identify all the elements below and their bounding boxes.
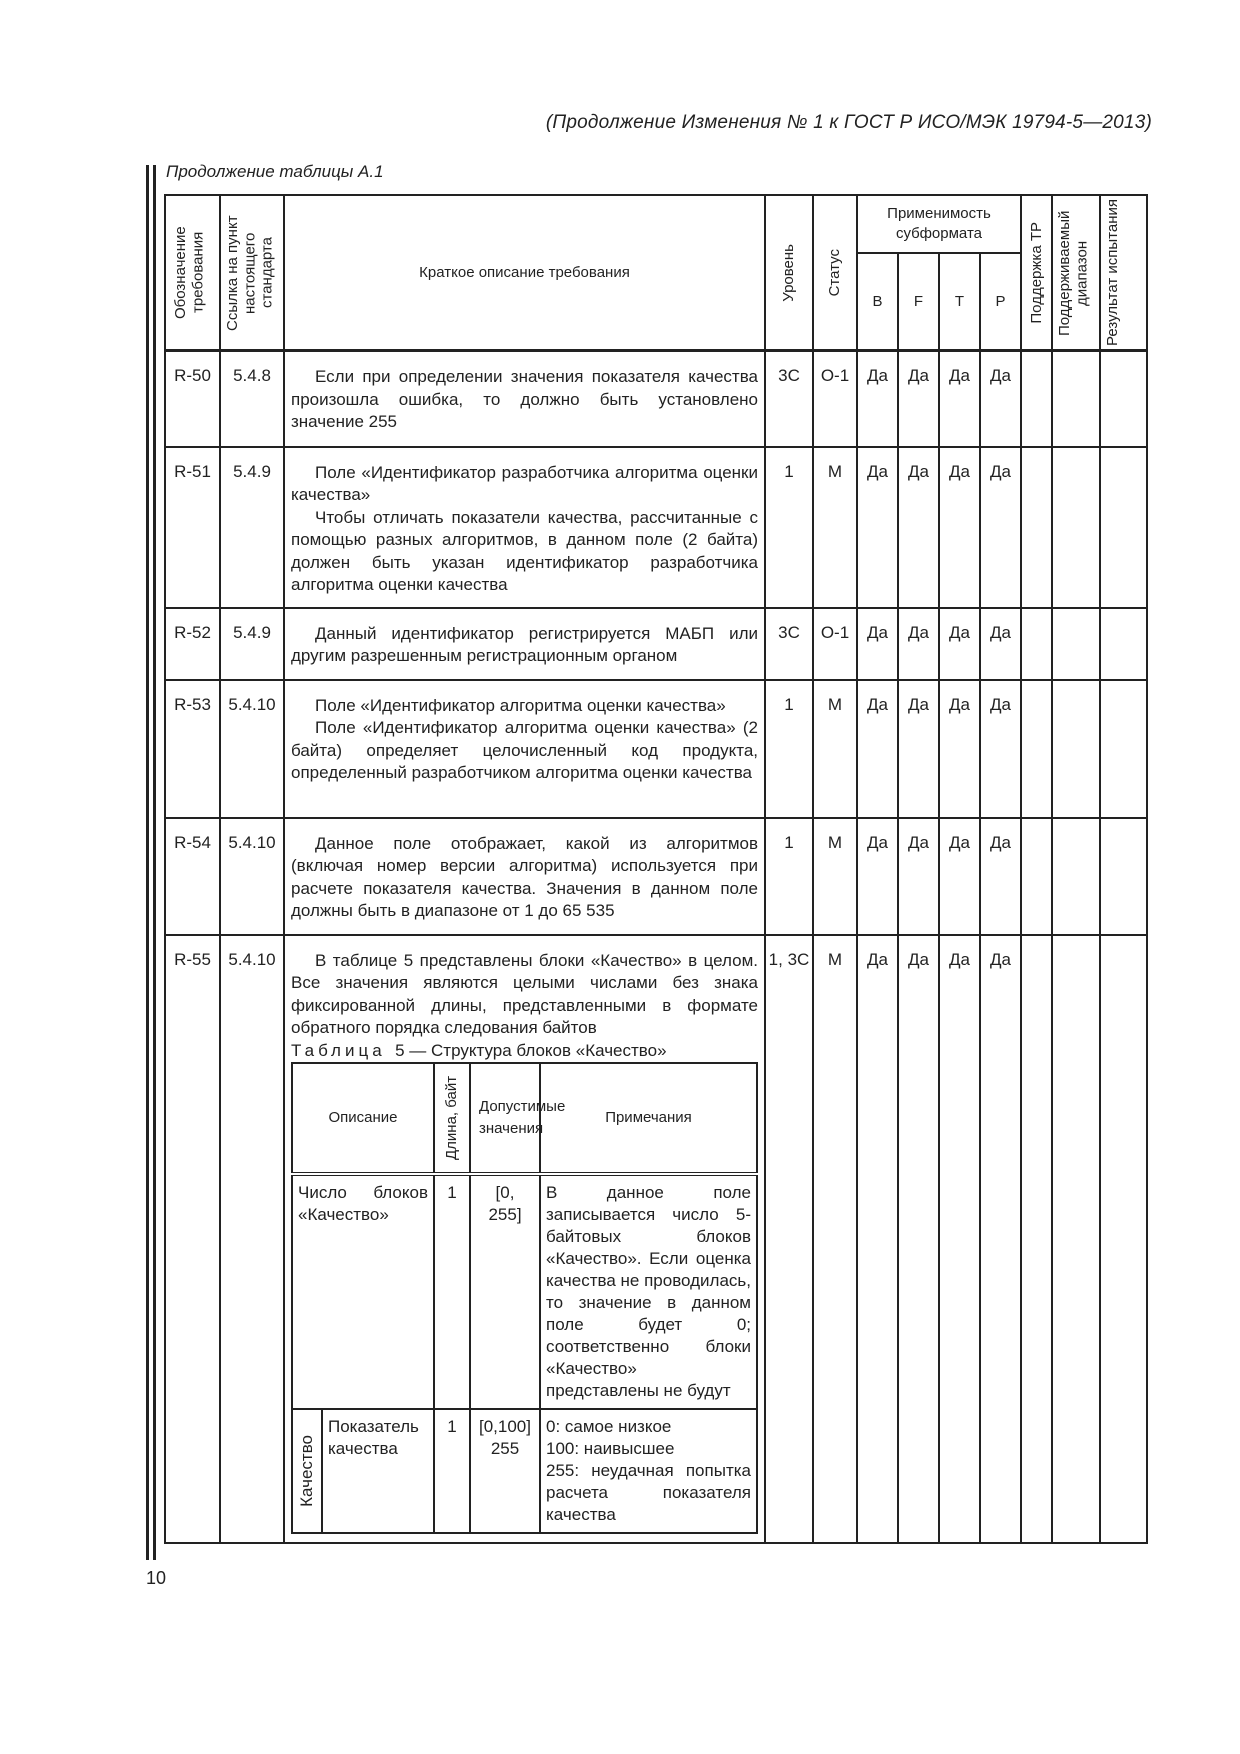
sub-notes: 0: самое низкое 100: наивысшее 255: неудачная попытка расчета показателя качества	[540, 1409, 757, 1533]
test-result-cell	[1100, 680, 1147, 818]
req-desc: Поле «Идентификатор алгоритма оценки качества» Поле «Идентификатор алгоритма оценки качества» (2 байта) определяет целочисленный код продукта, определенный разработчиком алгоритма оценки качества	[284, 680, 765, 818]
req-ref: 5.4.9	[220, 608, 284, 680]
subtable-row	[292, 1409, 757, 1533]
req-ref: 5.4.10	[220, 935, 284, 1544]
change-bar	[153, 165, 156, 1560]
req-ref: 5.4.9	[220, 447, 284, 608]
quality-blocks-table	[291, 1062, 758, 1534]
req-status: М	[813, 818, 857, 935]
range-support-cell	[1052, 351, 1100, 447]
table-caption: Продолжение таблицы А.1	[166, 162, 384, 181]
table-row	[165, 608, 1147, 680]
req-desc: Поле «Идентификатор разработчика алгоритма оценки качества» Чтобы отличать показатели качества, рассчитанные с помощью разных алгоритмов, в данном поле (2 байта) должен быть указан идентификатор разработчика алгоритма оценки качества	[284, 447, 765, 608]
sub-b-value: Да	[857, 351, 898, 447]
req-level: 1	[765, 818, 813, 935]
tr-support-cell	[1021, 935, 1052, 1544]
subtable-row	[292, 1174, 757, 1409]
sub-p-value: Да	[980, 680, 1021, 818]
col-status: Статус	[813, 195, 857, 351]
page-number: 10	[146, 1568, 167, 1588]
req-ref: 5.4.8	[220, 351, 284, 447]
sub-f-value: Да	[898, 818, 939, 935]
table-row	[165, 680, 1147, 818]
req-level: 1	[765, 680, 813, 818]
req-status: М	[813, 447, 857, 608]
col-sub-f: F	[898, 253, 939, 351]
sub-len: 1	[434, 1174, 470, 1409]
sub-col-len: Длина, байт	[434, 1063, 470, 1174]
col-test-result: Результат испытания	[1100, 195, 1147, 351]
req-desc: В таблице 5 представлены блоки «Качество» в целом. Все значения являются целыми числами без знака фиксированной длины, представленными в формате обратного порядка следования байтов Таблица 5 — Структура блоков «Качество» Описание Длина, байт Допустимые значения Примечания Число блоков «Качество» 1 [0, 255] В данное поле записывается число 5-байтовых блоков «Качество». Если оценка качества не проводилась, то значение в данном поле будет 0; соответственно блоки «Качество» представлены не будут Качество Показатель качества 1 [0,100] 255 0: самое низкое 100: наивысшее 255: неудачная попытка расчета показателя качества	[284, 935, 765, 1544]
sub-allowed: [0, 255]	[470, 1174, 540, 1409]
test-result-cell	[1100, 608, 1147, 680]
sub-t-value: Да	[939, 935, 980, 1544]
req-status: О-1	[813, 608, 857, 680]
sub-col-desc: Описание	[292, 1063, 434, 1174]
test-result-cell	[1100, 447, 1147, 608]
req-level: 1, 3С	[765, 935, 813, 1544]
sub-p-value: Да	[980, 818, 1021, 935]
col-level: Уровень	[765, 195, 813, 351]
req-ref: 5.4.10	[220, 818, 284, 935]
table-row	[165, 351, 1147, 447]
test-result-cell	[1100, 351, 1147, 447]
req-status: М	[813, 935, 857, 1544]
sub-p-value: Да	[980, 351, 1021, 447]
req-desc: Если при определении значения показателя качества произошла ошибка, то должно быть установлено значение 255	[284, 351, 765, 447]
sub-t-value: Да	[939, 818, 980, 935]
sub-len: 1	[434, 1409, 470, 1533]
sub-group: Качество	[292, 1409, 322, 1533]
test-result-cell	[1100, 935, 1147, 1544]
subtable-caption: Таблица 5 — Структура блоков «Качество»	[291, 1040, 667, 1060]
sub-f-value: Да	[898, 680, 939, 818]
test-result-cell	[1100, 818, 1147, 935]
sub-b-value: Да	[857, 447, 898, 608]
sub-b-value: Да	[857, 818, 898, 935]
table-row	[165, 447, 1147, 608]
req-id: R-50	[165, 351, 220, 447]
req-desc: Данный идентификатор регистрируется МАБП или другим разрешенным регистрационным органом	[284, 608, 765, 680]
sub-t-value: Да	[939, 680, 980, 818]
tr-support-cell	[1021, 351, 1052, 447]
range-support-cell	[1052, 608, 1100, 680]
sub-p-value: Да	[980, 447, 1021, 608]
sub-p-value: Да	[980, 608, 1021, 680]
col-range-support: Поддерживаемый диапазон	[1052, 195, 1100, 351]
sub-t-value: Да	[939, 608, 980, 680]
tr-support-cell	[1021, 818, 1052, 935]
req-desc: Данное поле отображает, какой из алгоритмов (включая номер версии алгоритма) используется при расчете показателя качества. Значения в данном поле должны быть в диапазоне от 1 до 65 535	[284, 818, 765, 935]
sub-b-value: Да	[857, 935, 898, 1544]
sub-col-notes: Примечания	[540, 1063, 757, 1174]
sub-desc: Показатель качества	[322, 1409, 434, 1533]
requirements-table	[164, 194, 1148, 1544]
req-level: 1	[765, 447, 813, 608]
sub-t-value: Да	[939, 447, 980, 608]
sub-b-value: Да	[857, 680, 898, 818]
req-id: R-51	[165, 447, 220, 608]
range-support-cell	[1052, 818, 1100, 935]
sub-f-value: Да	[898, 935, 939, 1544]
req-ref: 5.4.10	[220, 680, 284, 818]
range-support-cell	[1052, 447, 1100, 608]
req-id: R-55	[165, 935, 220, 1544]
req-id: R-52	[165, 608, 220, 680]
col-desc: Краткое описание требования	[284, 195, 765, 351]
sub-notes: В данное поле записывается число 5-байтовых блоков «Качество». Если оценка качества не проводилась, то значение в данном поле будет 0; соответственно блоки «Качество» представлены не будут	[540, 1174, 757, 1409]
col-applicability: Применимость субформата	[857, 195, 1021, 253]
table-row	[165, 935, 1147, 1544]
sub-p-value: Да	[980, 935, 1021, 1544]
sub-t-value: Да	[939, 351, 980, 447]
req-status: О-1	[813, 351, 857, 447]
sub-f-value: Да	[898, 608, 939, 680]
req-level: 3С	[765, 608, 813, 680]
document-header: (Продолжение Изменения № 1 к ГОСТ Р ИСО/МЭК 19794-5—2013)	[545, 112, 1152, 133]
tr-support-cell	[1021, 447, 1052, 608]
col-sub-p: P	[980, 253, 1021, 351]
req-status: М	[813, 680, 857, 818]
range-support-cell	[1052, 680, 1100, 818]
req-id: R-54	[165, 818, 220, 935]
sub-f-value: Да	[898, 351, 939, 447]
tr-support-cell	[1021, 608, 1052, 680]
sub-f-value: Да	[898, 447, 939, 608]
sub-allowed: [0,100] 255	[470, 1409, 540, 1533]
sub-b-value: Да	[857, 608, 898, 680]
table-row	[165, 818, 1147, 935]
sub-col-allowed: Допустимые значения	[470, 1063, 540, 1174]
tr-support-cell	[1021, 680, 1052, 818]
col-req-id: Обозначение требования	[165, 195, 220, 351]
sub-desc: Число блоков «Качество»	[292, 1174, 434, 1409]
col-ref: Ссылка на пункт настоящего стандарта	[220, 195, 284, 351]
req-level: 3С	[765, 351, 813, 447]
change-bar	[146, 165, 149, 1560]
range-support-cell	[1052, 935, 1100, 1544]
col-tr-support: Поддержка ТР	[1021, 195, 1052, 351]
col-sub-t: T	[939, 253, 980, 351]
req-id: R-53	[165, 680, 220, 818]
col-sub-b: B	[857, 253, 898, 351]
